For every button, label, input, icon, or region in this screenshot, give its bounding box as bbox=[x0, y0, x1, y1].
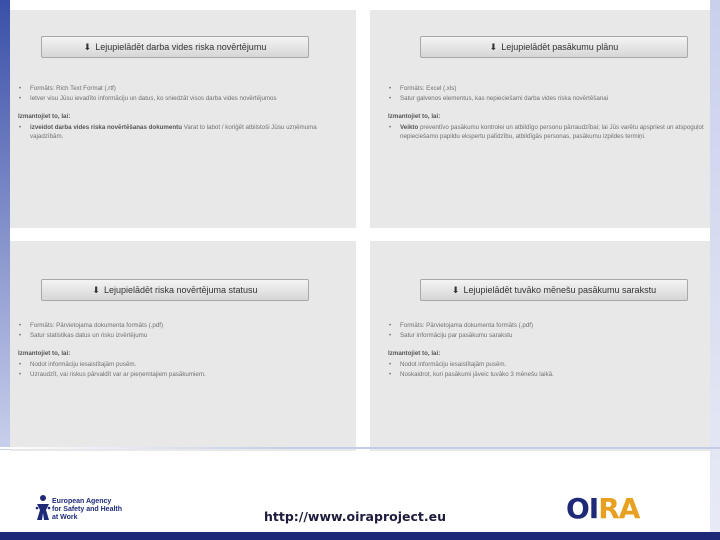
use-heading: Izmantojiet to, lai: bbox=[18, 113, 71, 120]
bullet-item: • Ietver visu Jūsu ievadīto informāciju un datus, ko sniedzāt visos darba vides novērtējumos bbox=[18, 94, 348, 103]
left-decorative-stripe bbox=[0, 0, 10, 450]
download-icon: ⬇ bbox=[92, 284, 100, 295]
use-heading: Izmantojiet to, lai: bbox=[388, 113, 441, 120]
use-heading: Izmantojiet to, lai: bbox=[388, 350, 441, 357]
bullet-item: • Formāts: Rich Text Format (.rtf) bbox=[18, 84, 348, 93]
use-item: • Noskaidrot, kuri pasākumi jāveic tuvāko 3 mēnešu laikā. bbox=[388, 370, 704, 379]
download-risk-assessment-button[interactable]: ⬇ Lejupielādēt darba vides riska novērtējumu bbox=[41, 36, 309, 58]
bullet-item: • Satur statistikas datus un risku izvērtējumu bbox=[18, 331, 348, 340]
use-item: • izveidot darba vides riska novērtēšanas dokumentu Varat to labot / koriģēt atbilstoši Jūsu uzņēmuma vajadzībām. bbox=[18, 123, 348, 141]
download-action-plan-button[interactable]: ⬇ Lejupielādēt pasākumu plānu bbox=[420, 36, 688, 58]
panel-action-plan-text bbox=[388, 84, 704, 142]
use-item: • Nodot informāciju iesaistītajām pusēm. bbox=[18, 360, 348, 369]
panel-status bbox=[10, 241, 356, 451]
use-item: • Veikto preventīvo pasākumu kontrolei un atbildīgo personu pārraudzībai; lai Jūs varētu apspriest un atspoguļot nepieciešamo papildu ekspertu palīdzību, atbildīgās personas, pasākumu izpildes termiņi. bbox=[388, 123, 704, 141]
panel-risk-assessment-text bbox=[18, 84, 348, 142]
footer-bar bbox=[0, 532, 720, 540]
bullet-item: • Formāts: Pārvietojama dokumenta formāts (.pdf) bbox=[18, 321, 348, 330]
website-link[interactable]: http://www.oiraproject.eu bbox=[264, 509, 446, 524]
bullet-item: • Satur galvenos elementus, kas nepieciešami darba vides riska novērtēšanai bbox=[388, 94, 704, 103]
use-item: • Uzraudzīt, vai riskus pārvaldīt var ar pieņemtajiem pasākumiem. bbox=[18, 370, 348, 379]
panel-action-plan bbox=[370, 10, 710, 228]
bullet-item: • Formāts: Pārvietojama dokumenta formāts (.pdf) bbox=[388, 321, 704, 330]
bullet-item: • Satur informāciju par pasākumu sarakstu bbox=[388, 331, 704, 340]
footer-divider bbox=[0, 447, 720, 449]
panel-upcoming-measures-text bbox=[388, 321, 704, 380]
use-heading: Izmantojiet to, lai: bbox=[18, 350, 71, 357]
download-icon: ⬇ bbox=[451, 284, 460, 295]
panel-risk-assessment bbox=[10, 10, 356, 228]
use-item: • Nodot informāciju iesaistītajām pusēm. bbox=[388, 360, 704, 369]
download-icon: ⬇ bbox=[489, 41, 498, 52]
oira-logo: OIRA bbox=[566, 492, 640, 525]
agency-name: European Agency for Safety and Health at Work bbox=[52, 498, 123, 521]
download-status-button[interactable]: ⬇ Lejupielādēt riska novērtējuma statusu bbox=[41, 279, 309, 301]
right-decorative-stripe bbox=[710, 0, 720, 540]
panel-upcoming-measures bbox=[370, 241, 710, 451]
bullet-item: • Formāts: Excel (.xls) bbox=[388, 84, 704, 93]
eu-osha-logo-icon bbox=[34, 494, 52, 522]
panel-status-text bbox=[18, 321, 348, 380]
download-icon: ⬇ bbox=[83, 41, 92, 52]
download-upcoming-measures-button[interactable]: ⬇ Lejupielādēt tuvāko mēnešu pasākumu sarakstu bbox=[420, 279, 688, 301]
